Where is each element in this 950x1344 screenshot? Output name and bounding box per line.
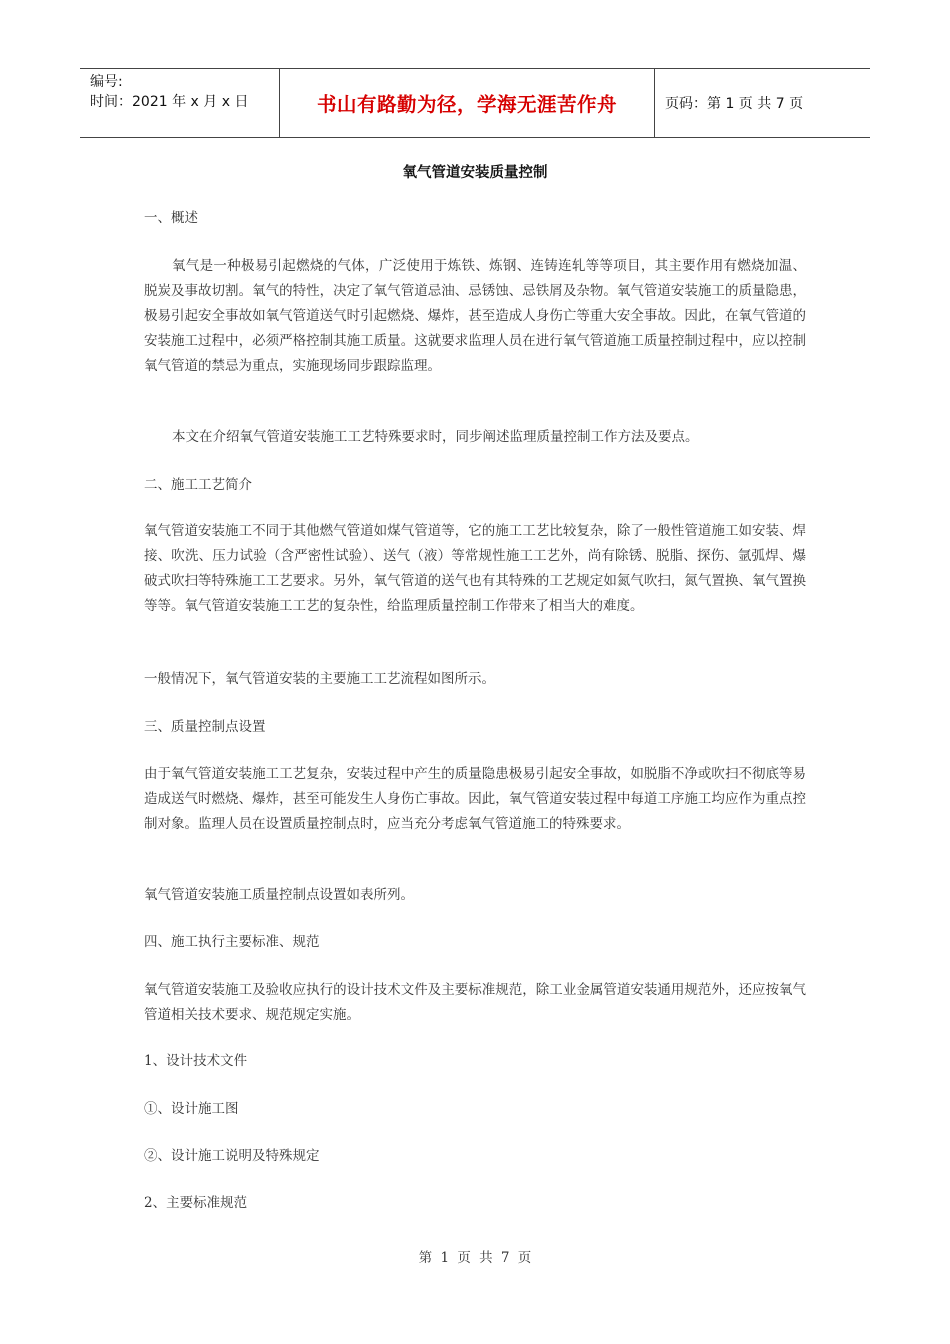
paragraph-control-points: 由于氧气管道安装施工工艺复杂，安装过程中产生的质量隐患极易引起安全事故，如脱脂不净或吹扫不彻底等易造成送气时燃烧、爆炸，甚至可能发生人身伤亡事故。因此，氧气管道安装过程中每道工序施工均应作为重点控制对象。监理人员在设置质量控制点时，应当充分考虑氧气管道施工的特殊要求。 [144,766,806,832]
section-heading-control-points: 三、质量控制点设置 [144,719,266,735]
document-title: 氧气管道安装质量控制 [402,164,548,181]
header-meta [80,69,280,137]
list-heading-main-standards: 2、主要标准规范 [144,1195,248,1211]
paragraph-process-flow: 一般情况下，氧气管道安装的主要施工工艺流程如图所示。 [144,671,495,687]
header-page-info: 页码：第 1 页 共 7 页 [665,96,804,112]
list-item: ②、设计施工说明及特殊规定 [144,1148,320,1164]
paragraph-overview: 氧气是一种极易引起燃烧的气体，广泛使用于炼铁、炼钢、连铸连轧等等项目，其主要作用有燃烧加温、脱炭及事故切割。氧气的特性，决定了氧气管道忌油、忌锈蚀、忌铁屑及杂物。氧气管道安装施工的质量隐患，极易引起安全事故如氧气管道送气时引起燃烧、爆炸，甚至造成人身伤亡等重大安全事故。因此，在氧气管道的安装施工过程中，必须严格控制其施工质量。这就要求监理人员在进行氧气管道施工质量控制过程中，应以控制氧气管道的禁忌为重点，实施现场同步跟踪监理。 [144,258,806,374]
document-number-label: 编号: [90,74,123,90]
paragraph-intro: 本文在介绍氧气管道安装施工工艺特殊要求时，同步阐述监理质量控制工作方法及要点。 [172,429,699,445]
page-header [80,68,870,138]
paragraph-control-table: 氧气管道安装施工质量控制点设置如表所列。 [144,887,414,903]
paragraph-process: 氧气管道安装施工不同于其他燃气管道如煤气管道等，它的施工工艺比较复杂，除了一般性管道施工如安装、焊接、吹洗、压力试验（含严密性试验）、送气（液）等常规性施工工艺外，尚有除锈、脱脂、探伤、氩弧焊、爆破式吹扫等特殊施工工艺要求。另外，氧气管道的送气也有其特殊的工艺规定如氮气吹扫，氮气置换、氧气置换等等。氧气管道安装施工工艺的复杂性，给监理质量控制工作带来了相当大的难度。 [144,523,806,614]
section-heading-standards: 四、施工执行主要标准、规范 [144,934,320,950]
list-item: ①、设计施工图 [144,1101,239,1117]
header-motto: 书山有路勤为径，学海无涯苦作舟 [280,69,655,137]
section-heading-process: 二、施工工艺简介 [144,477,252,493]
list-heading-design-docs: 1、设计技术文件 [144,1053,248,1069]
section-heading-overview: 一、概述 [144,210,198,226]
document-date: 时间：2021 年 x 月 x 日 [90,94,249,110]
page-footer: 第 1 页 共 7 页 [418,1250,532,1266]
paragraph-standards: 氧气管道安装施工及验收应执行的设计技术文件及主要标准规范，除工业金属管道安装通用规范外，还应按氧气管道相关技术要求、规范规定实施。 [144,982,806,1023]
